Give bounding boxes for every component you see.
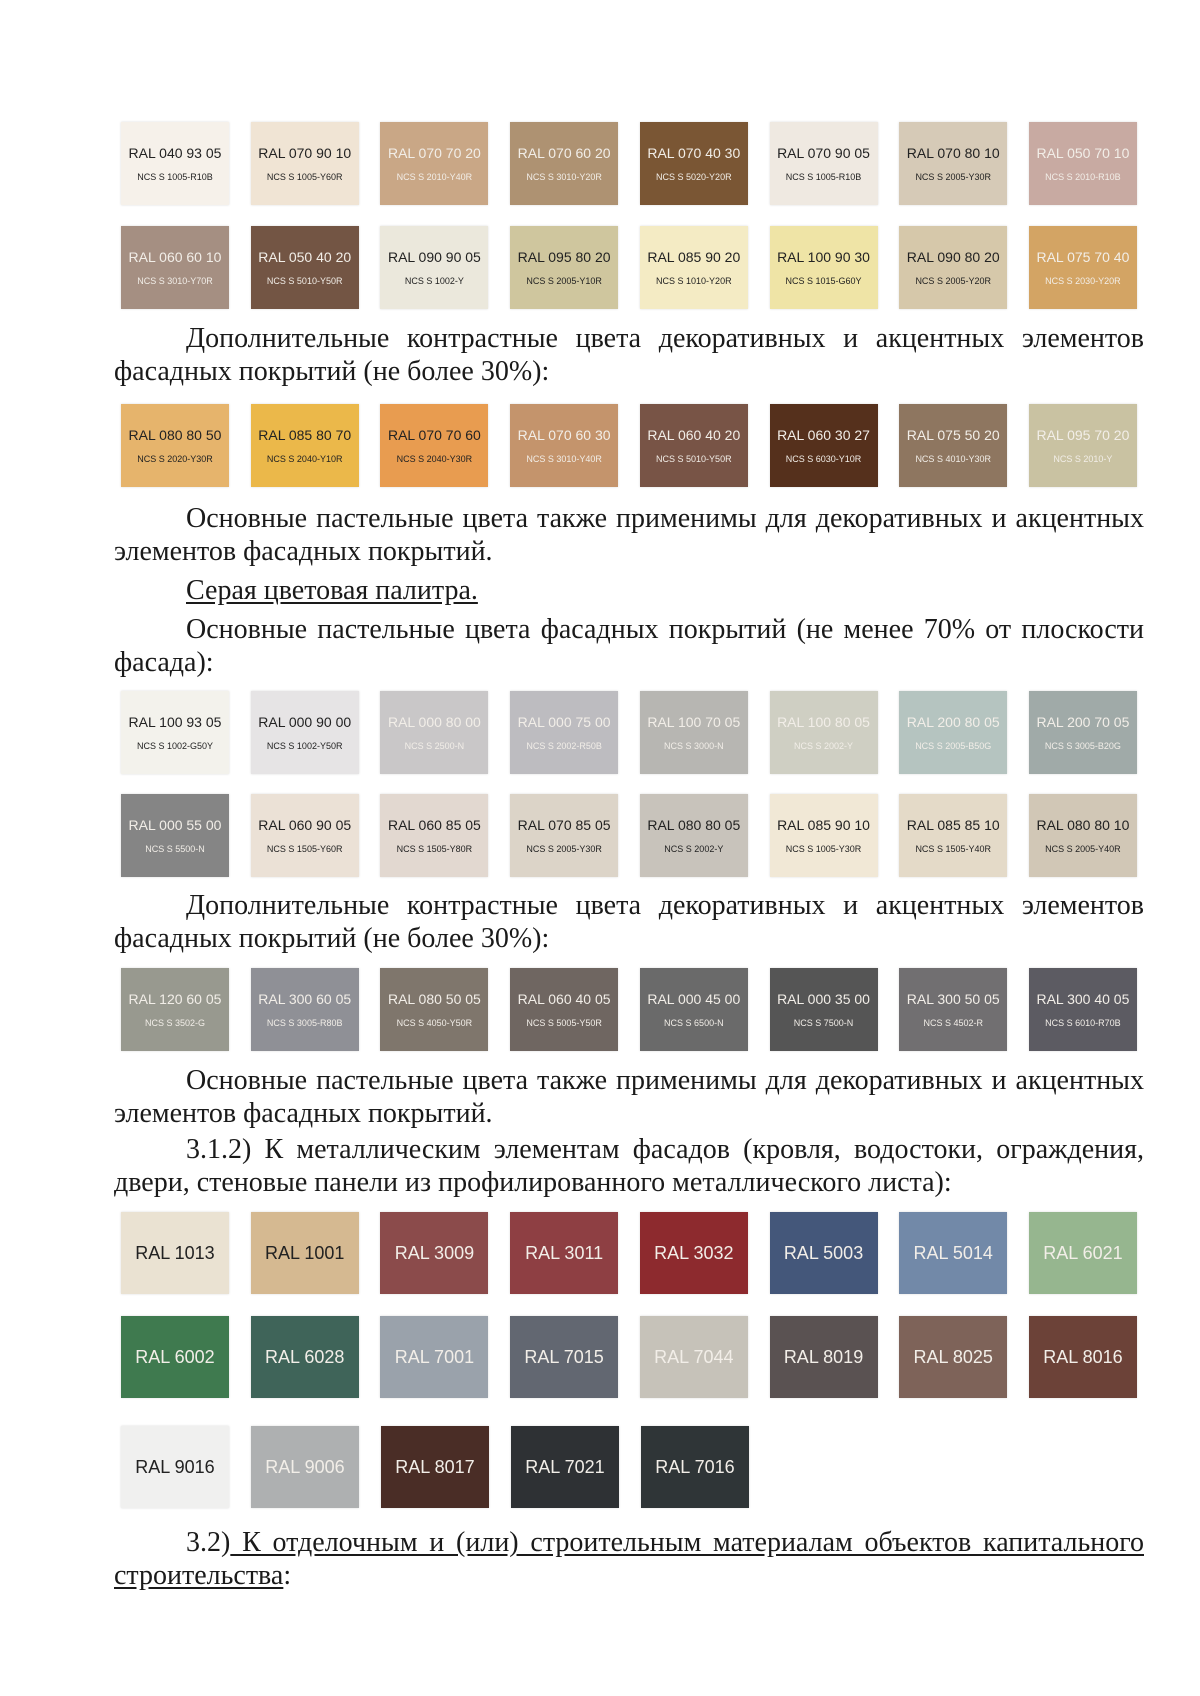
ral-code-label: RAL 000 35 00 [777,991,870,1007]
ral-code-label: RAL 070 40 30 [647,145,741,161]
color-swatch [380,691,488,774]
color-swatch [899,122,1007,205]
heading-gray-palette-text: Серая цветовая палитра. [186,575,478,606]
metal-palette-row-1 [121,1212,1137,1294]
ral-code-label: RAL 070 80 10 [906,145,1000,161]
ncs-code-label: NCS S 1005-R10B [137,172,213,182]
color-swatch [770,1212,878,1294]
ncs-code-label: NCS S 6010-R70B [1045,1018,1121,1028]
ncs-code-label: NCS S 5010-Y50R [266,276,343,286]
ral-code-label: RAL 090 80 20 [906,249,1000,265]
color-swatch [121,794,229,877]
ncs-code-label: NCS S 3010-Y20R [526,172,602,182]
color-swatch [251,1212,359,1294]
color-swatch [510,226,618,309]
color-swatch [640,1212,748,1294]
ral-code-label: RAL 300 40 05 [1036,991,1130,1007]
ral-code-label: RAL 300 50 05 [906,991,1000,1007]
color-swatch [380,1316,488,1398]
ral-code-label: RAL 050 70 10 [1036,145,1130,161]
paragraph-finishing-materials [114,1526,1144,1592]
paragraph-gray-main-intro: Основные пастельные цвета фасадных покрытий (не менее 70% от плоскости фасада): [114,614,1144,678]
ral-code-label: RAL 085 90 20 [647,249,741,265]
paragraph-gray-pastel-note: Основные пастельные цвета также применимы для декоративных и акцентных элементов фасадных покрытий. [114,1065,1144,1129]
ral-code-label: RAL 080 80 10 [1036,817,1130,833]
ral-code-label: RAL 1013 [135,1243,215,1263]
color-swatch [640,794,748,877]
ncs-code-label: NCS S 2005-Y20R [915,276,991,286]
color-swatch [640,968,748,1051]
ncs-code-label: NCS S 2002-R50B [526,741,602,751]
beige-accent-palette-row [121,404,1137,487]
color-swatch [121,404,229,487]
color-swatch [899,1212,1007,1294]
ncs-code-label: NCS S 6500-N [664,1018,724,1028]
ral-code-label: RAL 060 85 05 [387,817,481,833]
beige-main-palette-row-2 [121,226,1137,309]
color-swatch [121,122,229,205]
color-swatch [121,226,229,309]
ral-code-label: RAL 070 60 20 [517,145,611,161]
ral-code-label: RAL 080 80 50 [128,427,222,443]
color-swatch [251,404,359,487]
ral-code-label: RAL 000 75 00 [517,714,611,730]
color-swatch [251,1426,359,1508]
ncs-code-label: NCS S 2010-Y [1053,454,1113,464]
ncs-code-label: NCS S 7500-N [793,1018,854,1028]
color-swatch [251,226,359,309]
ncs-code-label: NCS S 6030-Y10R [785,454,862,464]
ral-code-label: RAL 3032 [654,1243,734,1263]
ral-code-label: RAL 200 80 05 [906,714,1000,730]
gray-main-palette-row-2 [121,794,1137,877]
color-swatch [1029,794,1137,877]
color-swatch [380,1212,488,1294]
ral-code-label: RAL 5003 [783,1243,864,1263]
ral-code-label: RAL 3011 [525,1243,604,1263]
ncs-code-label: NCS S 1005-Y60R [266,172,343,182]
color-swatch [770,226,878,309]
ral-code-label: RAL 300 60 05 [258,991,352,1007]
color-swatch [640,122,748,205]
color-swatch [251,691,359,774]
color-swatch [770,794,878,877]
ncs-code-label: NCS S 4050-Y50R [396,1018,473,1028]
paragraph-beige-accent-intro: Дополнительные контрастные цвета декоративных и акцентных элементов фасадных покрытий (не более 30%): [114,323,1144,387]
color-swatch [121,968,229,1051]
ncs-code-label: NCS S 5005-Y50R [526,1018,602,1028]
ncs-code-label: NCS S 2040-Y10R [266,454,343,464]
gray-accent-palette-row [121,968,1137,1051]
ncs-code-label: NCS S 4010-Y30R [915,454,991,464]
ral-code-label: RAL 060 90 05 [258,817,352,833]
color-swatch [510,968,618,1051]
ral-code-label: RAL 070 70 20 [387,145,481,161]
ral-code-label: RAL 000 90 00 [258,714,352,730]
ncs-code-label: NCS S 1010-Y20R [656,276,732,286]
ral-code-label: RAL 9006 [265,1457,345,1477]
ncs-code-label: NCS S 4502-R [923,1018,983,1028]
ral-code-label: RAL 075 70 40 [1036,249,1130,265]
ncs-code-label: NCS S 2500-N [404,741,465,751]
color-swatch [1029,968,1137,1051]
ral-code-label: RAL 7021 [525,1457,605,1477]
ral-code-label: RAL 000 55 00 [128,817,222,833]
color-swatch [770,968,878,1051]
color-swatch [640,691,748,774]
ral-code-label: RAL 8016 [1043,1347,1123,1367]
color-swatch [1029,691,1137,774]
ncs-code-label: NCS S 1505-Y60R [266,844,343,854]
color-swatch [770,1316,878,1398]
ral-code-label: RAL 120 60 05 [128,991,222,1007]
metal-palette-row-3 [121,1426,1137,1508]
ncs-code-label: NCS S 1002-G50Y [136,741,214,751]
ral-code-label: RAL 060 60 10 [128,249,222,265]
ral-code-label: RAL 6028 [265,1347,345,1367]
color-swatch [1029,404,1137,487]
ral-code-label: RAL 075 50 20 [906,427,1000,443]
ncs-code-label: NCS S 2005-Y30R [915,172,991,182]
ral-code-label: RAL 7044 [654,1347,734,1367]
ncs-code-label: NCS S 3502-G [144,1018,206,1028]
ral-code-label: RAL 070 90 05 [777,145,870,161]
ral-code-label: RAL 8025 [913,1347,993,1367]
ral-code-label: RAL 070 90 10 [258,145,352,161]
ral-code-label: RAL 100 93 05 [128,714,222,730]
color-swatch [510,794,618,877]
ral-code-label: RAL 095 70 20 [1036,427,1130,443]
ral-code-label: RAL 095 80 20 [517,249,611,265]
color-swatch [381,1426,489,1508]
ral-code-label: RAL 7001 [394,1347,475,1367]
color-swatch [641,1426,749,1508]
color-swatch [1029,122,1137,205]
ral-code-label: RAL 050 40 20 [258,249,352,265]
metal-palette-row-2 [121,1316,1137,1398]
ral-code-label: RAL 6002 [135,1347,215,1367]
ral-code-label: RAL 3009 [394,1243,475,1263]
ral-code-label: RAL 085 85 10 [906,817,1000,833]
color-swatch [770,404,878,487]
ral-code-label: RAL 080 80 05 [647,817,741,833]
heading-gray-palette [114,574,1144,607]
ral-code-label: RAL 6021 [1043,1243,1123,1263]
ral-code-label: RAL 100 70 05 [647,714,741,730]
color-swatch [121,691,229,774]
ncs-code-label: NCS S 3010-Y40R [526,454,602,464]
ncs-code-label: NCS S 2005-Y10R [526,276,602,286]
ncs-code-label: NCS S 1005-Y30R [785,844,862,854]
ncs-code-label: NCS S 3010-Y70R [137,276,213,286]
beige-main-palette-row-1 [121,122,1137,205]
ral-code-label: RAL 8019 [783,1347,864,1367]
ral-code-label: RAL 8017 [395,1457,475,1477]
ncs-code-label: NCS S 2010-Y40R [396,172,473,182]
ral-code-label: RAL 060 40 05 [517,991,611,1007]
ral-code-label: RAL 080 50 05 [387,991,481,1007]
ral-code-label: RAL 090 90 05 [387,249,481,265]
ral-code-label: RAL 070 85 05 [517,817,611,833]
color-swatch [899,794,1007,877]
paragraph-metal-elements: 3.1.2) К металлическим элементам фасадов (кровля, водостоки, ограждения, двери, стеновые панели из профилированного металлического листа): [114,1134,1144,1198]
ncs-code-label: NCS S 3005-R80B [266,1018,343,1028]
color-swatch [510,691,618,774]
finishing-materials-colon: : [283,1560,292,1591]
color-swatch [899,968,1007,1051]
color-swatch [380,404,488,487]
ral-code-label: RAL 7016 [655,1457,735,1477]
ral-code-label: RAL 200 70 05 [1036,714,1130,730]
color-swatch [251,122,359,205]
color-swatch [640,226,748,309]
color-swatch [640,404,748,487]
color-swatch [1029,226,1137,309]
paragraph-gray-accent-intro: Дополнительные контрастные цвета декоративных и акцентных элементов фасадных покрытий (не более 30%): [114,890,1144,954]
ncs-code-label: NCS S 5020-Y20R [656,172,732,182]
ncs-code-label: NCS S 2005-Y30R [526,844,602,854]
color-swatch [1029,1212,1137,1294]
ncs-code-label: NCS S 2010-R10B [1045,172,1121,182]
color-swatch [899,226,1007,309]
ncs-code-label: NCS S 1002-Y [404,276,464,286]
ncs-code-label: NCS S 5010-Y50R [656,454,732,464]
color-swatch [121,1316,229,1398]
ral-code-label: RAL 085 90 10 [777,817,870,833]
ral-code-label: RAL 9016 [135,1457,215,1477]
color-swatch [251,968,359,1051]
ncs-code-label: NCS S 1002-Y50R [266,741,343,751]
ncs-code-label: NCS S 2005-B50G [915,741,992,751]
section-number-3-2: 3.2) [186,1527,231,1558]
color-swatch [770,122,878,205]
ncs-code-label: NCS S 1505-Y40R [915,844,991,854]
ral-code-label: RAL 100 90 30 [777,249,870,265]
ral-code-label: RAL 100 80 05 [777,714,870,730]
ncs-code-label: NCS S 1505-Y80R [396,844,473,854]
color-swatch [380,122,488,205]
finishing-materials-heading: К отделочным и (или) строительным материалам объектов капитального строительства [114,1527,1144,1591]
ral-code-label: RAL 085 80 70 [258,427,352,443]
ncs-code-label: NCS S 2002-Y [664,844,724,854]
ral-code-label: RAL 060 40 20 [647,427,741,443]
color-swatch [380,226,488,309]
ral-code-label: RAL 000 45 00 [647,991,741,1007]
color-swatch [510,1212,618,1294]
color-swatch [770,691,878,774]
ral-code-label: RAL 060 30 27 [777,427,870,443]
ncs-code-label: NCS S 3005-B20G [1044,741,1121,751]
paragraph-beige-pastel-note: Основные пастельные цвета также применимы для декоративных и акцентных элементов фасадных покрытий. [114,503,1144,567]
ral-code-label: RAL 070 60 30 [517,427,611,443]
color-swatch [1029,1316,1137,1398]
ncs-code-label: NCS S 2002-Y [794,741,854,751]
ral-code-label: RAL 000 80 00 [387,714,481,730]
ncs-code-label: NCS S 1015-G60Y [785,276,862,286]
ncs-code-label: NCS S 2030-Y20R [1045,276,1121,286]
ncs-code-label: NCS S 2020-Y30R [137,454,213,464]
color-swatch [510,1316,618,1398]
ncs-code-label: NCS S 5500-N [145,844,205,854]
color-swatch [380,794,488,877]
ncs-code-label: NCS S 3000-N [664,741,724,751]
ncs-code-label: NCS S 1005-R10B [785,172,862,182]
ral-code-label: RAL 7015 [524,1347,604,1367]
ncs-code-label: NCS S 2040-Y30R [396,454,473,464]
color-swatch [511,1426,619,1508]
color-swatch [121,1426,229,1508]
gray-main-palette-row-1 [121,691,1137,774]
color-swatch [251,1316,359,1398]
color-swatch [899,404,1007,487]
ral-code-label: RAL 040 93 05 [128,145,222,161]
ral-code-label: RAL 070 70 60 [387,427,481,443]
color-swatch [251,794,359,877]
ral-code-label: RAL 1001 [265,1243,345,1263]
ncs-code-label: NCS S 2005-Y40R [1045,844,1121,854]
color-swatch [380,968,488,1051]
color-swatch [899,1316,1007,1398]
color-swatch [121,1212,229,1294]
color-swatch [510,404,618,487]
color-swatch [640,1316,748,1398]
color-swatch [899,691,1007,774]
ral-code-label: RAL 5014 [913,1243,993,1263]
color-swatch [510,122,618,205]
